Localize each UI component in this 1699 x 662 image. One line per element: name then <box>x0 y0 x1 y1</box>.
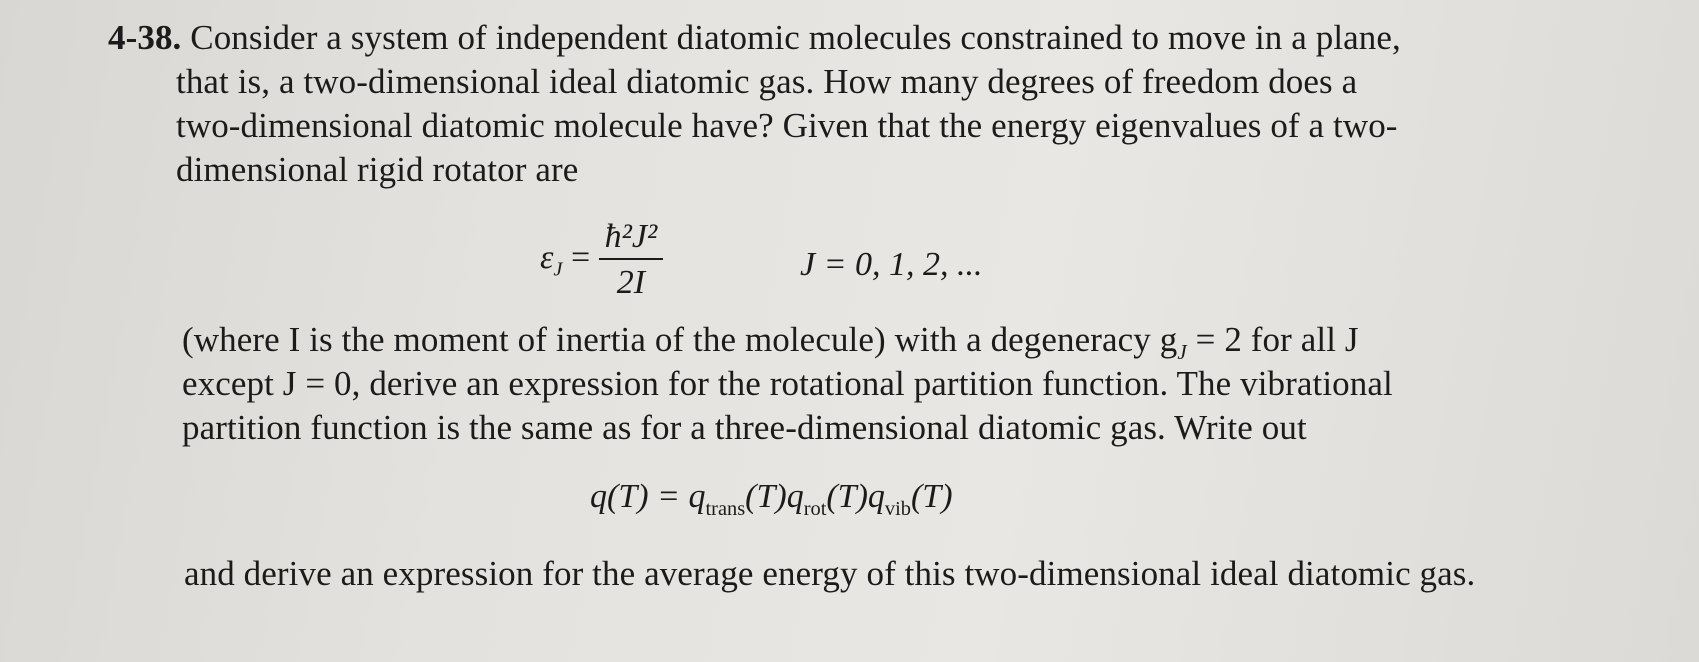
degeneracy-subscript: J <box>1177 340 1187 364</box>
problem-number: 4-38. <box>108 18 182 57</box>
partition-mid-2: (T)q <box>826 478 885 515</box>
partition-lhs: q(T) = q <box>590 478 706 515</box>
problem-line-7: partition function is the same as for a three-dimensional diatomic gas. Write out <box>182 408 1307 447</box>
partition-mid-1: (T)q <box>745 478 804 515</box>
quantum-number-condition: J = 0, 1, 2, ... <box>800 246 983 283</box>
partition-function-equation <box>590 478 953 521</box>
problem-line-1 <box>108 16 1401 60</box>
problem-line-3: two-dimensional diatomic molecule have? Given that the energy eigenvalues of a two- <box>176 106 1398 145</box>
energy-subscript: J <box>553 258 563 281</box>
partition-end: (T) <box>910 478 953 515</box>
energy-fraction <box>599 218 663 302</box>
problem-line-4: dimensional rigid rotator are <box>176 150 579 189</box>
fraction-denominator: 2I <box>616 264 646 301</box>
trans-subscript: trans <box>705 497 746 520</box>
equals-sign: = <box>570 238 591 276</box>
rot-subscript: rot <box>803 497 827 520</box>
problem-line-6: except J = 0, derive an expression for the rotational partition function. The vibrational <box>182 364 1393 403</box>
degeneracy-text: (where I is the moment of inertia of the molecule) with a degeneracy g <box>182 320 1178 359</box>
fraction-numerator: ħ²J² <box>599 218 663 260</box>
vib-subscript: vib <box>884 497 911 520</box>
problem-line-2: that is, a two-dimensional ideal diatomic gas. How many degrees of freedom does a <box>176 62 1358 101</box>
problem-final-line: and derive an expression for the average energy of this two-dimensional ideal diatomic gas. <box>184 554 1476 593</box>
problem-text-1: Consider a system of independent diatomic molecules constrained to move in a plane, <box>190 18 1401 57</box>
degeneracy-tail: = 2 for all J <box>1186 320 1359 359</box>
energy-symbol: ε <box>540 238 554 276</box>
rotor-energy-equation <box>540 218 663 302</box>
